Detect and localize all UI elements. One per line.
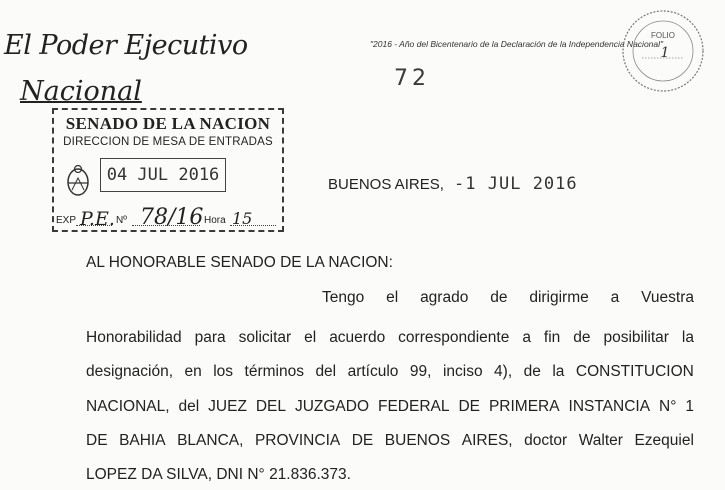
folio-number: 1 [660,45,670,61]
stamp-exp-label: EXP [56,215,77,226]
place: BUENOS AIRES, [328,176,444,193]
coat-of-arms-icon [64,164,92,198]
body-line-2: Honorabilidad para solicitar el acuerdo correspondiente a fin de posibilitar la [86,329,694,346]
stamp-hora-label: Hora [204,215,226,226]
body-line-3: designación, en los términos del artículo 99, inciso 4), de la CONSTITUCION [86,363,694,380]
body-line-1: Tengo el agrado de dirigirme a Vuestra [322,289,694,306]
stamp-title: SENADO DE LA NACION [65,114,271,133]
body-line-4: NACIONAL, del JUEZ DEL JUZGADO FEDERAL DE PRIMERA INSTANCIA N° 1 [86,398,694,415]
date-stamp: -1 JUL 2016 [454,174,578,194]
body-line-5: DE BAHIA BLANCA, PROVINCIA DE BUENOS AIRES, doctor Walter Ezequiel [86,432,694,449]
folio-label: FOLIO [650,31,676,40]
senate-entry-stamp [52,108,284,232]
stamp-date: 04 JUL 2016 [100,158,226,192]
letterhead-line2: Nacional [20,76,142,107]
stamp-subtitle: DIRECCION DE MESA DE ENTRADAS [63,136,273,148]
letterhead-line1: El Poder Ejecutivo [4,30,248,61]
place-date-line [328,174,578,194]
stamp-nro-value: 78/16 [140,205,204,230]
stamp-nro-label: Nº [116,215,127,226]
message-number: 72 [394,66,430,91]
folio-seal-icon [620,8,706,94]
body-line-6: LOPEZ DA SILVA, DNI N° 21.836.373. [86,466,351,483]
stamp-exp-value: P.E. [80,208,115,230]
stamp-hora-value: 15 [232,209,253,228]
salutation: AL HONORABLE SENADO DE LA NACION: [86,254,393,271]
year-motto: "2016 - Año del Bicentenario de la Declaración de la Independencia Nacional" [370,39,664,49]
